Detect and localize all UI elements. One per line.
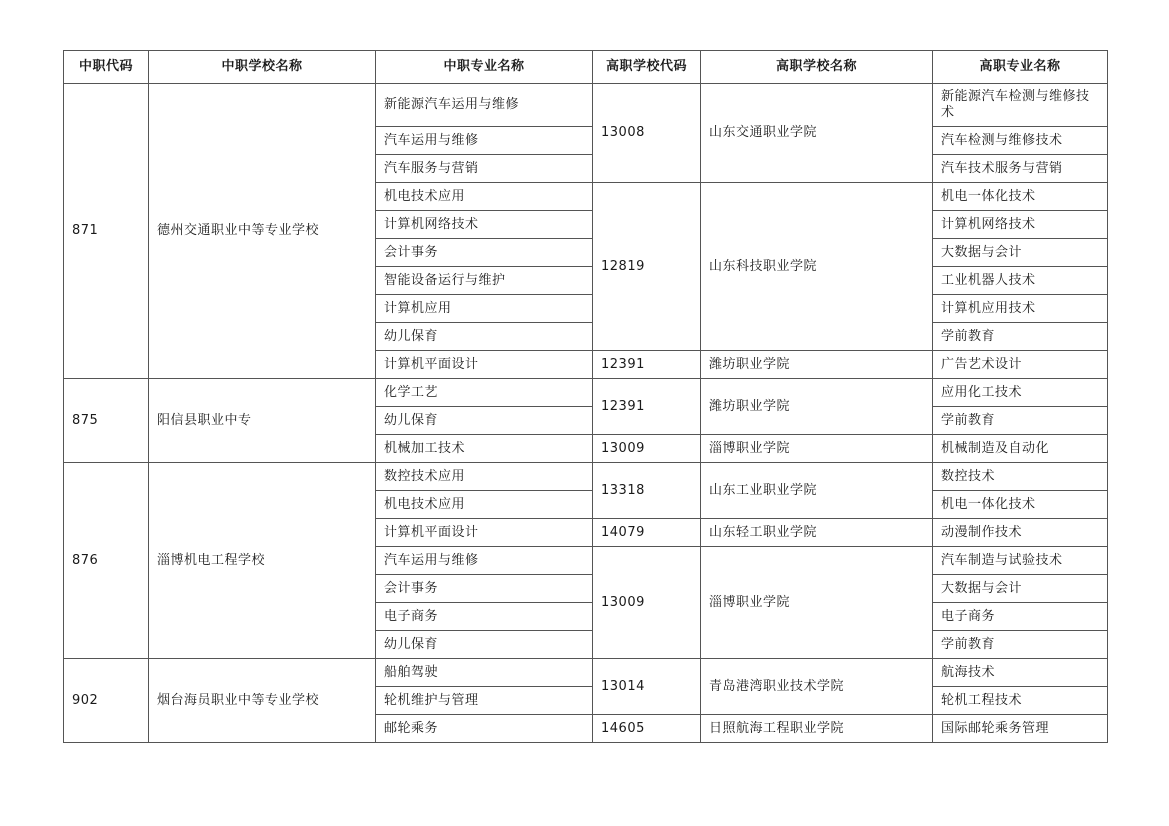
zz-major: 会计事务: [376, 239, 593, 267]
zz-major: 智能设备运行与维护: [376, 267, 593, 295]
zz-major: 计算机平面设计: [376, 519, 593, 547]
zz-major: 船舶驾驶: [376, 659, 593, 687]
gz-major: 工业机器人技术: [933, 267, 1108, 295]
zz-major: 汽车服务与营销: [376, 155, 593, 183]
zz-school: 淄博机电工程学校: [149, 463, 376, 659]
gz-school: 山东工业职业学院: [701, 463, 933, 519]
gz-code: 12391: [593, 379, 701, 435]
zz-school: 烟台海员职业中等专业学校: [149, 659, 376, 743]
gz-code: 14079: [593, 519, 701, 547]
gz-major: 航海技术: [933, 659, 1108, 687]
gz-major: 新能源汽车检测与维修技术: [933, 84, 1108, 127]
zz-major: 汽车运用与维修: [376, 127, 593, 155]
gz-code: 12819: [593, 183, 701, 351]
gz-major: 汽车技术服务与营销: [933, 155, 1108, 183]
header-gz-code: 高职学校代码: [593, 51, 701, 84]
gz-major: 电子商务: [933, 603, 1108, 631]
zz-code: 876: [64, 463, 149, 659]
gz-major: 汽车检测与维修技术: [933, 127, 1108, 155]
header-zz-code: 中职代码: [64, 51, 149, 84]
gz-major: 大数据与会计: [933, 239, 1108, 267]
gz-school: 山东科技职业学院: [701, 183, 933, 351]
zz-code: 871: [64, 84, 149, 379]
zz-major: 电子商务: [376, 603, 593, 631]
gz-school: 潍坊职业学院: [701, 351, 933, 379]
gz-major: 学前教育: [933, 631, 1108, 659]
zz-major: 轮机维护与管理: [376, 687, 593, 715]
zz-major: 计算机应用: [376, 295, 593, 323]
gz-school: 青岛港湾职业技术学院: [701, 659, 933, 715]
gz-major: 汽车制造与试验技术: [933, 547, 1108, 575]
gz-major: 国际邮轮乘务管理: [933, 715, 1108, 743]
gz-code: 13008: [593, 84, 701, 183]
gz-major: 动漫制作技术: [933, 519, 1108, 547]
zz-major: 幼儿保育: [376, 323, 593, 351]
gz-major: 大数据与会计: [933, 575, 1108, 603]
header-row: [64, 51, 1108, 84]
gz-school: 淄博职业学院: [701, 435, 933, 463]
gz-school: 淄博职业学院: [701, 547, 933, 659]
header-zz-school: 中职学校名称: [149, 51, 376, 84]
table-row: [64, 659, 1108, 687]
gz-school: 潍坊职业学院: [701, 379, 933, 435]
table-row: [64, 84, 1108, 127]
zz-major: 汽车运用与维修: [376, 547, 593, 575]
zz-code: 875: [64, 379, 149, 463]
header-gz-school: 高职学校名称: [701, 51, 933, 84]
zz-major: 计算机平面设计: [376, 351, 593, 379]
gz-major: 机电一体化技术: [933, 491, 1108, 519]
gz-code: 13318: [593, 463, 701, 519]
header-zz-major: 中职专业名称: [376, 51, 593, 84]
table-row: [64, 463, 1108, 491]
gz-code: 13009: [593, 435, 701, 463]
gz-code: 12391: [593, 351, 701, 379]
gz-major: 数控技术: [933, 463, 1108, 491]
header-gz-major: 高职专业名称: [933, 51, 1108, 84]
gz-school: 山东轻工职业学院: [701, 519, 933, 547]
zz-major: 化学工艺: [376, 379, 593, 407]
enrollment-table: [63, 50, 1108, 743]
gz-major: 机电一体化技术: [933, 183, 1108, 211]
zz-major: 数控技术应用: [376, 463, 593, 491]
zz-major: 幼儿保育: [376, 407, 593, 435]
gz-code: 14605: [593, 715, 701, 743]
gz-major: 应用化工技术: [933, 379, 1108, 407]
gz-code: 13009: [593, 547, 701, 659]
gz-school: 日照航海工程职业学院: [701, 715, 933, 743]
gz-major: 机械制造及自动化: [933, 435, 1108, 463]
gz-major: 计算机网络技术: [933, 211, 1108, 239]
gz-school: 山东交通职业学院: [701, 84, 933, 183]
gz-major: 广告艺术设计: [933, 351, 1108, 379]
gz-major: 轮机工程技术: [933, 687, 1108, 715]
zz-major: 机电技术应用: [376, 491, 593, 519]
zz-code: 902: [64, 659, 149, 743]
zz-school: 阳信县职业中专: [149, 379, 376, 463]
zz-major: 会计事务: [376, 575, 593, 603]
zz-major: 邮轮乘务: [376, 715, 593, 743]
gz-major: 计算机应用技术: [933, 295, 1108, 323]
zz-major: 计算机网络技术: [376, 211, 593, 239]
gz-code: 13014: [593, 659, 701, 715]
zz-major: 机械加工技术: [376, 435, 593, 463]
zz-major: 机电技术应用: [376, 183, 593, 211]
gz-major: 学前教育: [933, 407, 1108, 435]
zz-major: 幼儿保育: [376, 631, 593, 659]
zz-major: 新能源汽车运用与维修: [376, 84, 593, 127]
table-row: [64, 379, 1108, 407]
zz-school: 德州交通职业中等专业学校: [149, 84, 376, 379]
gz-major: 学前教育: [933, 323, 1108, 351]
